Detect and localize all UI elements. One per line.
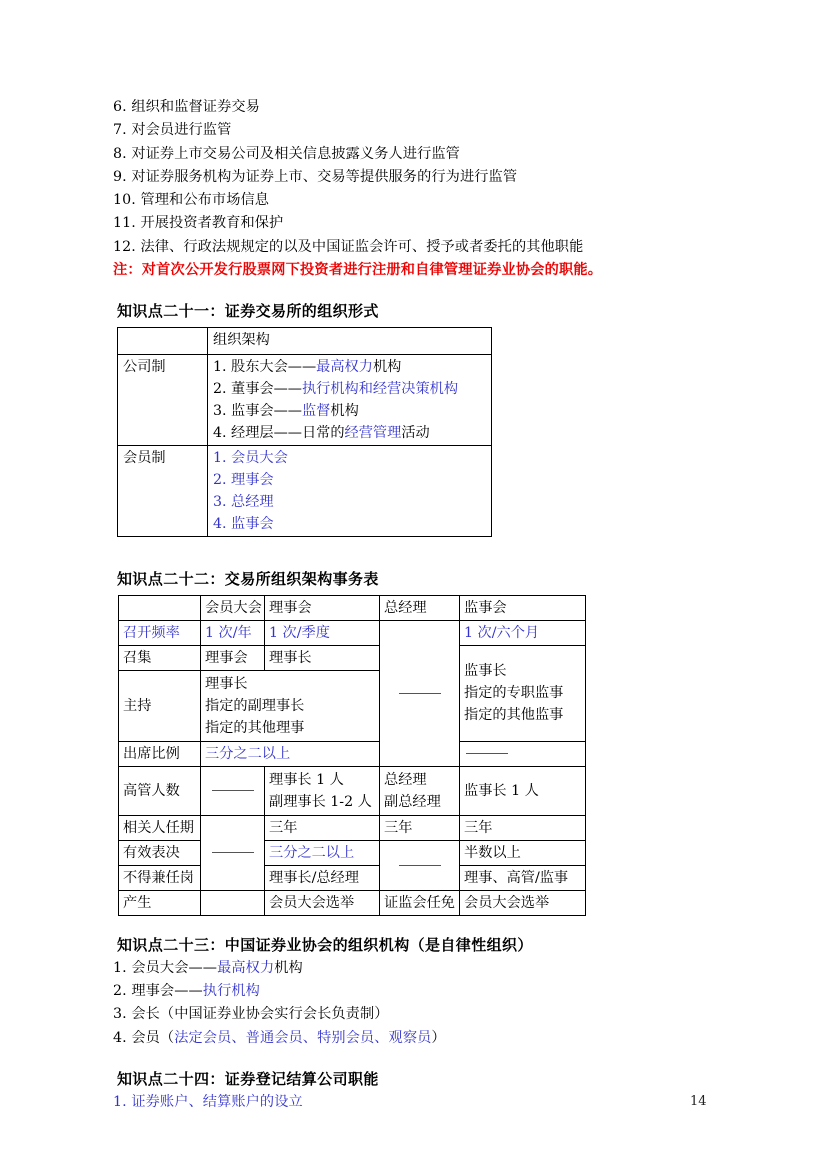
- preside-line: 理事长: [205, 675, 248, 692]
- line-prefix: 3. 会长（中国证券业协会实行会长负责制）: [113, 1006, 389, 1023]
- preside-line: 指定的副理事长: [205, 697, 305, 714]
- table-header-structure: 组织架构: [208, 328, 492, 355]
- cell-convene-council: 理事长: [265, 645, 380, 670]
- page-number: 14: [690, 1094, 707, 1109]
- list-item: 12. 法律、行政法规规定的以及中国证监会许可、授予或者委托的其他职能: [113, 238, 584, 255]
- cell-attendance-supervisory: [460, 741, 586, 766]
- line-highlight: 执行机构和经营决策机构: [301, 380, 459, 397]
- line-highlight: 执行机构: [202, 983, 260, 1000]
- table-row: [119, 890, 586, 915]
- structure-line: 1. 会员大会: [213, 449, 288, 466]
- list-item: 1. 证券账户、结算账户的设立: [113, 1094, 303, 1111]
- line-highlight: 经营管理: [344, 424, 402, 441]
- list-item: 10. 管理和公布市场信息: [113, 192, 270, 209]
- table-row: [119, 741, 586, 766]
- col-header-council: 理事会: [265, 595, 380, 620]
- em-dash-icon: [212, 852, 254, 853]
- line-prefix: 2. 理事会——: [113, 983, 203, 1000]
- row-label-resolution: 有效表决: [119, 840, 201, 865]
- row-label-term: 相关人任期: [119, 815, 201, 840]
- em-dash-icon: [399, 865, 441, 866]
- section-heading-21: 知识点二十一：证券交易所的组织形式: [117, 302, 379, 321]
- table-row: [119, 645, 586, 670]
- cell-gm-dash-lower: [380, 840, 460, 890]
- section23-list: [113, 957, 733, 1050]
- section-heading-22: 知识点二十二：交易所组织架构事务表: [117, 569, 379, 588]
- table-row: [119, 766, 586, 815]
- structure-line: 2. 理事会: [213, 471, 274, 488]
- line-suffix: ）: [431, 1029, 446, 1046]
- table-row: [118, 354, 492, 445]
- list-item: 6. 组织和监督证券交易: [113, 99, 260, 115]
- line-suffix: 活动: [401, 424, 430, 441]
- cell-no-concurrent-supervisory: 理事、高管/监事: [460, 865, 586, 890]
- table-row: [119, 595, 586, 620]
- page-content: [113, 96, 733, 1114]
- row-label-convene: 召集: [119, 645, 201, 670]
- line-prefix: 4. 经理层——日常的: [213, 424, 345, 441]
- line-suffix: 机构: [330, 402, 359, 419]
- row-label-frequency: 召开频率: [119, 620, 201, 645]
- cell-executives-general-manager: [380, 766, 460, 815]
- cell-frequency-member-assembly: 1 次/年: [201, 620, 265, 645]
- section24-list: [113, 1091, 733, 1114]
- cell-resolution-supervisory: 半数以上: [460, 840, 586, 865]
- cell-executives-council: [265, 766, 380, 815]
- cell-preside-merged: [201, 670, 380, 741]
- cell-generation-supervisory: 会员大会选举: [460, 890, 586, 915]
- list-item: [113, 980, 733, 1003]
- row-label-preside: 主持: [119, 670, 201, 741]
- list-item: [113, 1027, 733, 1050]
- line-highlight: 最高权力: [316, 358, 373, 375]
- list-item: [113, 957, 733, 980]
- table-row: [119, 620, 586, 645]
- affairs-table: [118, 595, 586, 916]
- cell-resolution-council: 三分之二以上: [265, 840, 380, 865]
- structure-line: [213, 422, 487, 444]
- em-dash-icon: [466, 753, 508, 754]
- list-item: 7. 对会员进行监管: [113, 122, 232, 139]
- col-header-general-manager: 总经理: [380, 595, 460, 620]
- line-prefix: 3. 监事会——: [213, 402, 302, 419]
- supervisory-line: 指定的其他监事: [464, 707, 564, 724]
- cell-member-dash-lower: [201, 815, 265, 890]
- cell-term-council: 三年: [265, 815, 380, 840]
- cell-convene-member-assembly: 理事会: [201, 645, 265, 670]
- duties-note: 注：对首次公开发行股票网下投资者进行注册和自律管理证券业协会的职能。: [113, 262, 603, 279]
- structure-line: [213, 400, 487, 422]
- row-label-attendance: 出席比例: [119, 741, 201, 766]
- supervisory-line: 监事长: [464, 663, 507, 680]
- line-highlight: 最高权力: [217, 959, 275, 976]
- table-cell-blank: [118, 328, 208, 355]
- cell-preside-supervisory: [460, 645, 586, 741]
- cell-generation-general-manager: 证监会任免: [380, 890, 460, 915]
- line-highlight: 法定会员、普通会员、特别会员、观察员: [174, 1029, 432, 1046]
- cell-executives-supervisory: 监事长 1 人: [460, 766, 586, 815]
- line-prefix: 1. 股东大会——: [213, 358, 317, 375]
- cell-attendance-merged: 三分之二以上: [201, 741, 380, 766]
- line-highlight: 监督: [301, 402, 331, 419]
- table-row: [118, 328, 492, 355]
- executives-line: 副理事长 1-2 人: [269, 793, 372, 810]
- em-dash-icon: [212, 790, 254, 791]
- cell-no-concurrent-council: 理事长/总经理: [265, 865, 380, 890]
- table-row: [119, 840, 586, 865]
- list-item: [113, 1003, 733, 1026]
- row-label-no-concurrent: 不得兼任岗: [119, 865, 201, 890]
- cell-generation-member-assembly: [201, 890, 265, 915]
- section-heading-23: 知识点二十三：中国证券业协会的组织机构（是自律性组织）: [117, 935, 533, 954]
- line-prefix: 2. 董事会——: [213, 380, 302, 397]
- structure-line: [213, 378, 487, 400]
- list-item: 9. 对证券服务机构为证券上市、交易等提供服务的行为进行监管: [113, 168, 518, 185]
- row-label-generation: 产生: [119, 890, 201, 915]
- table-row: [119, 815, 586, 840]
- cell-term-supervisory: 三年: [460, 815, 586, 840]
- supervisory-line: 指定的专职监事: [464, 685, 564, 702]
- membership-structure-cell: [208, 445, 492, 536]
- line-suffix: 机构: [274, 959, 303, 976]
- cell-executives-member-assembly: [201, 766, 265, 815]
- em-dash-icon: [399, 693, 441, 694]
- col-header-supervisory-board: 监事会: [460, 595, 586, 620]
- table-row: [119, 865, 586, 890]
- table-row: [118, 445, 492, 536]
- structure-line: [213, 356, 487, 378]
- col-header-member-assembly: 会员大会: [201, 595, 265, 620]
- executives-line: 理事长 1 人: [269, 771, 344, 788]
- duties-list: [113, 96, 733, 282]
- preside-line: 指定的其他理事: [205, 719, 305, 736]
- cell-frequency-supervisory: 1 次/六个月: [460, 620, 586, 645]
- section-heading-24: 知识点二十四：证券登记结算公司职能: [117, 1070, 379, 1089]
- cell-generation-council: 会员大会选举: [265, 890, 380, 915]
- cell-term-general-manager: 三年: [380, 815, 460, 840]
- list-item: 11. 开展投资者教育和保护: [113, 215, 284, 232]
- row-label-executives: 高管人数: [119, 766, 201, 815]
- company-structure-cell: [208, 354, 492, 445]
- structure-line: 4. 监事会: [213, 515, 274, 532]
- line-prefix: 1. 会员大会——: [113, 959, 218, 976]
- cell-frequency-council: 1 次/季度: [265, 620, 380, 645]
- cell-gm-dash-upper: [380, 620, 460, 766]
- row-label-membership: 会员制: [118, 445, 208, 536]
- line-prefix: 4. 会员（: [113, 1029, 175, 1046]
- line-suffix: 机构: [372, 358, 402, 375]
- row-label-company: 公司制: [118, 354, 208, 445]
- structure-line: 3. 总经理: [213, 493, 274, 510]
- executives-line: 总经理: [384, 771, 427, 788]
- list-item: 8. 对证券上市交易公司及相关信息披露义务人进行监管: [113, 145, 460, 162]
- table-cell-blank: [119, 595, 201, 620]
- executives-line: 副总经理: [384, 793, 441, 810]
- org-form-table: [117, 327, 492, 537]
